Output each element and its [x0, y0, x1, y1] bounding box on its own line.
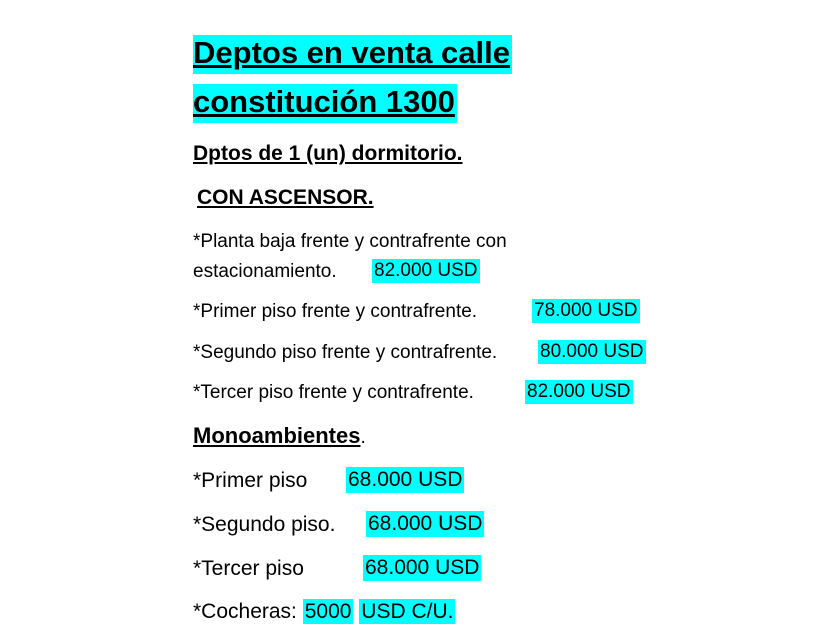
- title-line-2: constitución 1300: [193, 84, 457, 123]
- listing-ground-floor-line1: *Planta baja frente y contrafrente con: [193, 231, 507, 252]
- studios-heading-row: [193, 425, 366, 447]
- one-bedroom-heading: Dptos de 1 (un) dormitorio.: [193, 142, 463, 165]
- listing-ground-floor-line2: estacionamiento.: [193, 261, 337, 282]
- studio-third-floor: *Tercer piso: [193, 557, 304, 580]
- price-second-floor: 80.000 USD: [540, 341, 644, 362]
- elevator-heading: CON ASCENSOR.: [197, 186, 374, 209]
- price-studio-second-floor: 68.000 USD: [368, 512, 483, 535]
- garages-label: *Cocheras:: [193, 600, 297, 623]
- title-line-1: Deptos en venta calle: [193, 35, 512, 74]
- garages-row: [193, 601, 455, 622]
- listing-first-floor: *Primer piso frente y contrafrente.: [193, 301, 478, 322]
- price-ground-floor: 82.000 USD: [374, 260, 478, 281]
- studio-first-floor: *Primer piso: [193, 469, 308, 492]
- studios-heading: Monoambientes: [193, 423, 361, 448]
- price-first-floor: 78.000 USD: [534, 300, 638, 321]
- studio-second-floor: *Segundo piso.: [193, 513, 336, 536]
- garages-price-unit: USD C/U.: [361, 600, 454, 623]
- listing-third-floor: *Tercer piso frente y contrafrente.: [193, 382, 474, 403]
- price-studio-first-floor: 68.000 USD: [348, 468, 463, 491]
- price-third-floor: 82.000 USD: [527, 381, 631, 402]
- studios-heading-suffix: .: [360, 427, 366, 448]
- listing-second-floor: *Segundo piso frente y contrafrente.: [193, 342, 498, 363]
- garages-price-value: 5000: [304, 600, 352, 623]
- price-studio-third-floor: 68.000 USD: [365, 556, 480, 579]
